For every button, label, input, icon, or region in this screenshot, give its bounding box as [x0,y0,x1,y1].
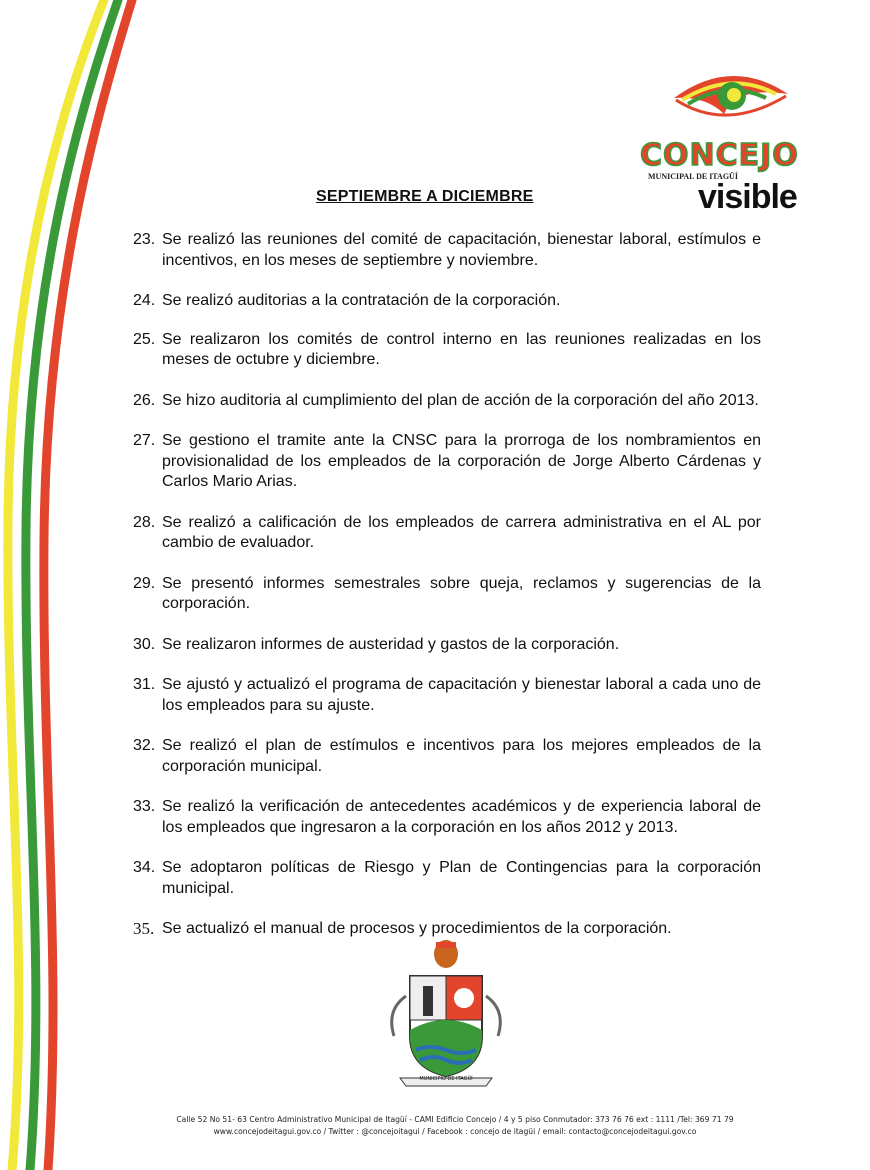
crest-label: MUNICIPIO DE ITAGÜÍ [419,1076,473,1082]
list-item [133,230,761,271]
item-number: 31. [133,676,156,693]
municipal-crest [380,940,512,1088]
list-item [133,635,761,656]
list-item [133,391,761,412]
list-item [133,797,761,838]
list-item [133,858,761,899]
logo-word: CONCEJO [640,138,799,173]
item-number: 23. [133,231,156,248]
item-number: 32. [133,737,156,754]
item-text: Se actualizó el manual de procesos y procedimientos de la corporación. [162,920,672,937]
list-item [133,330,761,371]
item-number: 29. [133,574,156,592]
item-text: Se realizaron informes de austeridad y gastos de la corporación. [162,635,620,653]
item-number: 24. [133,292,156,309]
logo-visible-word: visible [698,178,797,216]
list-item [133,574,761,615]
item-text: Se hizo auditoria al cumplimiento del plan de acción de la corporación del año 2013. [162,391,759,409]
list-item [133,736,761,777]
item-text: Se realizó el plan de estímulos e incentivos para los mejores empleados de la corporación municipal. [162,737,761,775]
section-heading: SEPTIEMBRE A DICIEMBRE [316,188,534,205]
list-item [133,291,761,312]
concejo-visible-logo [636,64,816,220]
item-text: Se ajustó y actualizó el programa de capacitación y bienestar laboral a cada uno de los empleados para su ajuste. [162,676,761,714]
item-number: 34. [133,859,156,876]
item-text: Se realizó a calificación de los empleados de carrera administrativa en el AL por cambio de evaluador. [162,513,761,551]
item-text: Se realizó la verificación de antecedentes académicos y de experiencia laboral de los empleados que ingresaron a la corporación en los años 2012 y 2013. [162,798,761,836]
item-text: Se adoptaron políticas de Riesgo y Plan de Contingencias para la corporación municipal. [162,859,761,897]
list-item [133,431,761,493]
item-number: 30. [133,635,156,653]
list-item [133,513,761,554]
item-number: 26. [133,391,156,409]
page-footer [120,1114,790,1138]
footer-address: Calle 52 No 51- 63 Centro Administrativo Municipal de Itagüí - CAMI Edificio Concejo / 4 y 5 piso Conmutador: 373 76 76 ext : 1111 /Tel: 369 71 79 [176,1115,734,1124]
item-text: Se realizó las reuniones del comité de capacitación, bienestar laboral, estímulos e incentivos, en los meses de septiembre y noviembre. [162,231,761,269]
list-item [133,675,761,716]
item-text: Se realizaron los comités de control interno en las reuniones realizadas en los meses de octubre y diciembre. [162,330,761,368]
activity-list [133,230,761,940]
item-number: 28. [133,513,156,531]
item-number: 33. [133,798,156,815]
decorative-stripes [0,0,150,1170]
item-text: Se presentó informes semestrales sobre queja, reclamos y sugerencias de la corporación. [162,574,761,612]
list-item [133,919,761,940]
item-text: Se gestiono el tramite ante la CNSC para la prorroga de los nombramientos en provisionalidad de los empleados de la corporación de Jorge Alberto Cárdenas y Carlos Mario Arias. [162,432,761,490]
logo-subtitle: MUNICIPAL DE ITAGÜÍ [648,172,738,181]
item-number: 35. [133,919,155,938]
footer-contact: www.concejodeitagui.gov.co / Twitter : @concejoitagui / Facebook : concejo de itagüi / email: contacto@concejodeitagui.gov.co [213,1127,697,1136]
item-number: 25. [133,330,156,348]
coat-of-arms-icon [380,940,512,1088]
item-text: Se realizó auditorias a la contratación de la corporación. [162,292,561,309]
item-number: 27. [133,432,156,449]
